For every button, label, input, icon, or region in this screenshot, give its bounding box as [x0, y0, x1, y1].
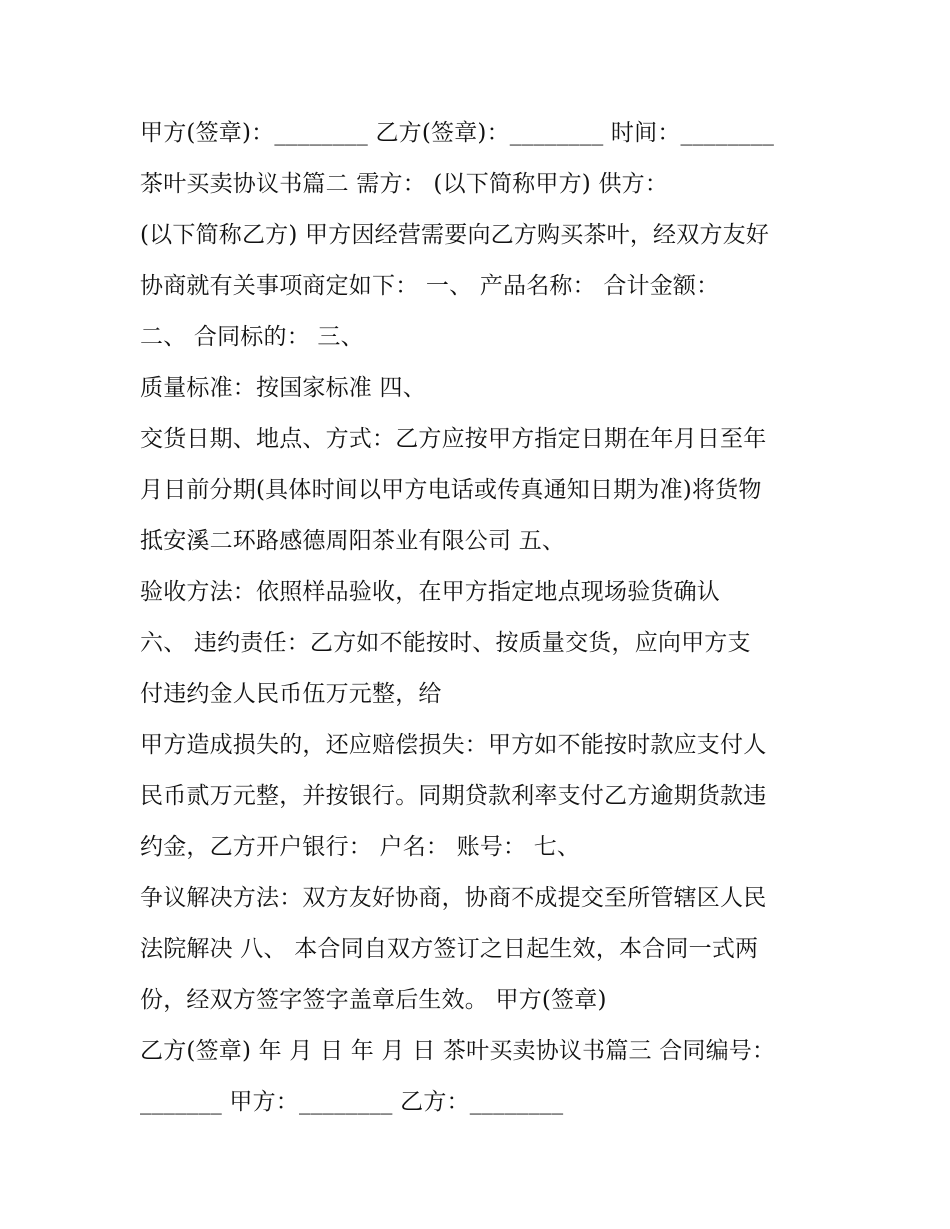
text-line: 份，经双方签字签字盖章后生效。 甲方(签章): [140, 987, 607, 1013]
text-line: 协商就有关事项商定如下： 一、 产品名称： 合计金额：: [140, 273, 720, 299]
text-line: 乙方(签章) 年 月 日 年 月 日 茶叶买卖协议书篇三 合同编号：: [140, 1038, 776, 1064]
text-line: 六、 违约责任：乙方如不能按时、按质量交货，应向甲方支: [140, 630, 751, 656]
text-line: 茶叶买卖协议书篇二 需方： (以下简称甲方) 供方：: [140, 171, 669, 197]
text-line: 甲方(签章)：________ 乙方(签章)：________ 时间：________: [140, 120, 775, 146]
text-line: 付违约金人民币伍万元整，给: [140, 681, 442, 707]
text-line: 二、 合同标的： 三、: [140, 324, 364, 350]
text-line: (以下简称乙方) 甲方因经营需要向乙方购买茶叶，经双方友好: [140, 222, 770, 248]
document-body: [140, 108, 830, 1128]
text-line: 月日前分期(具体时间以甲方电话或传真通知日期为准)将货物: [140, 477, 762, 503]
text-line: 争议解决方法：双方友好协商，协商不成提交至所管辖区人民: [140, 885, 767, 911]
text-line: 质量标准：按国家标准 四、: [140, 375, 426, 401]
text-line: 交货日期、地点、方式：乙方应按甲方指定日期在年月日至年: [140, 426, 767, 452]
text-line: _______ 甲方：________ 乙方：________: [140, 1089, 564, 1115]
text-line: 法院解决 八、 本合同自双方签订之日起生效，本合同一式两: [140, 936, 759, 962]
text-line: 抵安溪二环路感德周阳茶业有限公司 五、: [140, 528, 566, 554]
text-line: 约金，乙方开户银行： 户名： 账号： 七、: [140, 834, 581, 860]
text-line: 验收方法：依照样品验收，在甲方指定地点现场验货确认: [140, 579, 720, 605]
text-line: 甲方造成损失的，还应赔偿损失：甲方如不能按时款应支付人: [140, 732, 767, 758]
text-line: 民币贰万元整，并按银行。同期贷款利率支付乙方逾期货款违: [140, 783, 767, 809]
